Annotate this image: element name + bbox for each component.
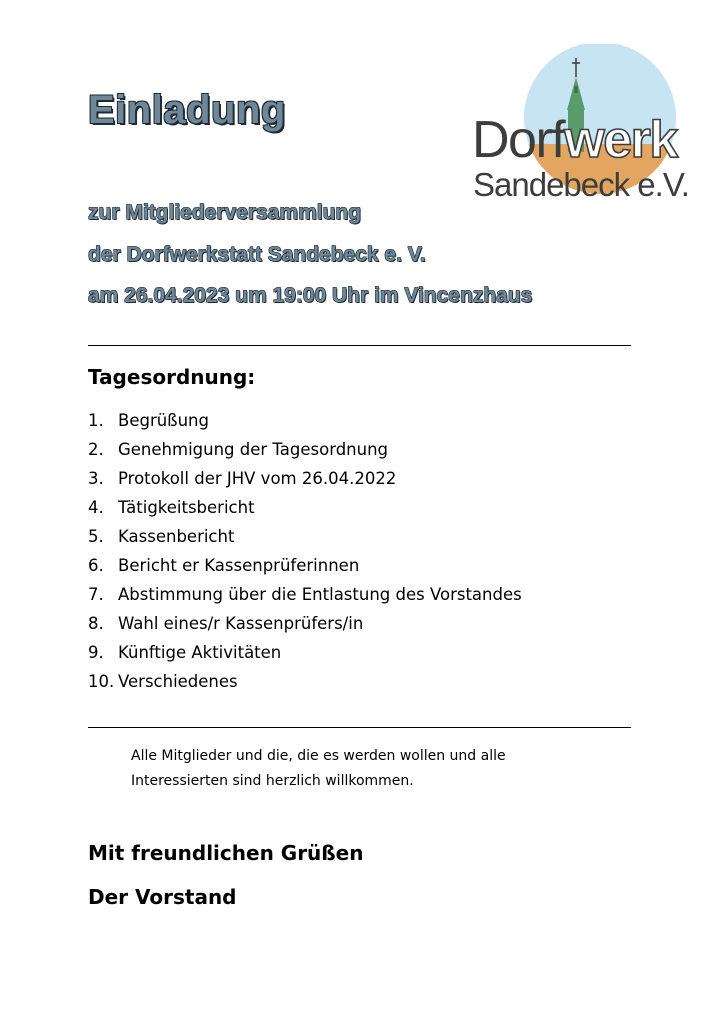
page-title: Einladung <box>88 88 286 132</box>
agenda-item-text: Abstimmung über die Entlastung des Vorstandes <box>118 585 522 604</box>
agenda-item <box>88 522 522 551</box>
logo-wordmark-sandebeck: Sandebeck e.V. <box>473 166 689 203</box>
agenda-item <box>88 580 522 609</box>
agenda-list <box>88 406 522 696</box>
agenda-item-text: Wahl eines/r Kassenprüfers/in <box>118 614 364 633</box>
closing-greeting: Mit freundlichen Grüßen <box>88 841 364 865</box>
agenda-item-text: Bericht er Kassenprüferinnen <box>118 556 360 575</box>
agenda-item <box>88 493 522 522</box>
agenda-item-number: 10. <box>88 672 115 691</box>
agenda-item-number: 9. <box>88 643 104 662</box>
agenda-item-number: 3. <box>88 469 104 488</box>
agenda-item <box>88 406 522 435</box>
agenda-item <box>88 667 522 696</box>
closing-signature: Der Vorstand <box>88 885 237 909</box>
logo-word-werk: werk <box>564 111 677 169</box>
agenda-item <box>88 551 522 580</box>
agenda-item-text: Protokoll der JHV vom 26.04.2022 <box>118 469 397 488</box>
logo-wordmark-dorfwerk <box>472 112 677 168</box>
agenda-item-text: Verschiedenes <box>118 672 238 691</box>
agenda-heading: Tagesordnung: <box>88 365 256 389</box>
subtitle-line-1: zur Mitgliederversammlung <box>88 201 362 224</box>
agenda-item-text: Begrüßung <box>118 411 209 430</box>
divider-top <box>88 345 631 346</box>
welcome-note: Alle Mitglieder und die, die es werden wollen und alle Interessierten sind herzlich willkommen. <box>131 748 506 789</box>
agenda-item <box>88 638 522 667</box>
subtitle-line-2: der Dorfwerkstatt Sandebeck e. V. <box>88 243 426 266</box>
agenda-item-number: 1. <box>88 411 104 430</box>
subtitle-line-3: am 26.04.2023 um 19:00 Uhr im Vincenzhaus <box>88 284 533 307</box>
logo-word-dorf: Dorf <box>472 111 565 169</box>
agenda-item-text: Kassenbericht <box>118 527 235 546</box>
divider-bottom <box>88 727 631 728</box>
agenda-item-number: 4. <box>88 498 104 517</box>
agenda-item <box>88 464 522 493</box>
agenda-item-number: 5. <box>88 527 104 546</box>
agenda-item <box>88 609 522 638</box>
agenda-item-text: Künftige Aktivitäten <box>118 643 282 662</box>
agenda-item-number: 2. <box>88 440 104 459</box>
agenda-item-number: 7. <box>88 585 104 604</box>
agenda-item <box>88 435 522 464</box>
agenda-item-text: Genehmigung der Tagesordnung <box>118 440 389 459</box>
agenda-item-number: 6. <box>88 556 104 575</box>
agenda-item-number: 8. <box>88 614 104 633</box>
agenda-item-text: Tätigkeitsbericht <box>118 498 255 517</box>
